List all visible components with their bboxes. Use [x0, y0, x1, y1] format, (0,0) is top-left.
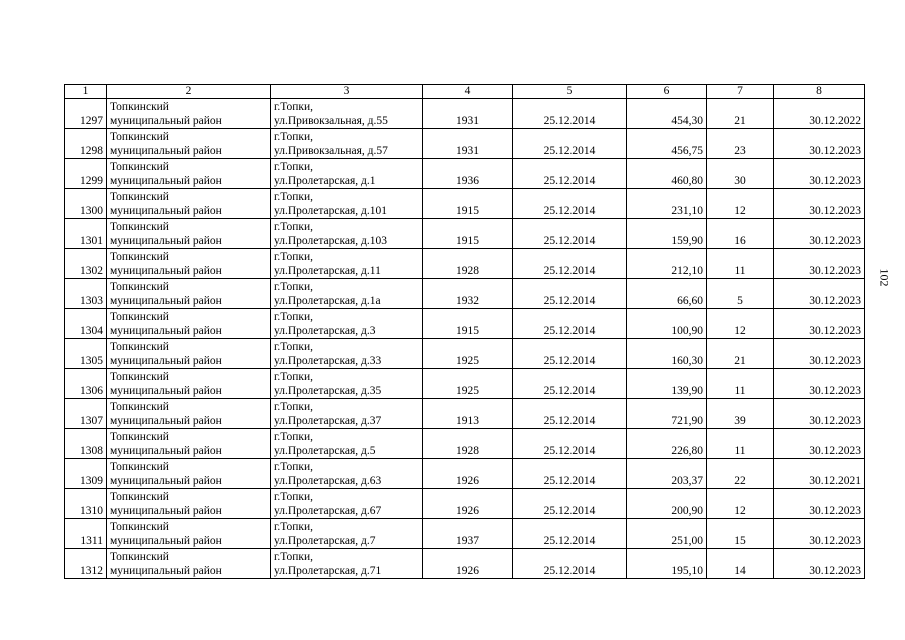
cell-address-line: ул.Пролетарская, д.37 — [274, 415, 382, 427]
cell-end-date: 30.12.2023 — [774, 519, 865, 549]
cell-municipality-line: Топкинский — [110, 161, 169, 173]
cell-municipality-line: Топкинский — [110, 371, 169, 383]
table-row — [65, 459, 865, 489]
cell-municipality — [107, 189, 271, 219]
cell-municipality-line: Топкинский — [110, 131, 169, 143]
cell-address-line: ул.Пролетарская, д.1а — [274, 295, 381, 307]
cell-municipality-line: Топкинский — [110, 431, 169, 443]
cell-municipality-line: муниципальный район — [110, 295, 222, 307]
cell-address-line: г.Топки, — [274, 221, 313, 233]
cell-row-number: 1307 — [65, 399, 107, 429]
cell-date: 25.12.2014 — [513, 129, 627, 159]
cell-address — [271, 339, 423, 369]
cell-year: 1915 — [423, 309, 513, 339]
cell-address — [271, 159, 423, 189]
cell-municipality-line: Топкинский — [110, 311, 169, 323]
cell-count: 22 — [707, 459, 774, 489]
cell-date: 25.12.2014 — [513, 279, 627, 309]
cell-municipality-line: муниципальный район — [110, 505, 222, 517]
cell-count: 11 — [707, 429, 774, 459]
cell-address — [271, 309, 423, 339]
cell-municipality — [107, 279, 271, 309]
cell-area-value: 212,10 — [627, 249, 707, 279]
table-row — [65, 489, 865, 519]
cell-count: 12 — [707, 489, 774, 519]
cell-municipality-line: муниципальный район — [110, 535, 222, 547]
cell-address-line: г.Топки, — [274, 191, 313, 203]
cell-row-number: 1306 — [65, 369, 107, 399]
cell-address-line: г.Топки, — [274, 521, 313, 533]
cell-date: 25.12.2014 — [513, 489, 627, 519]
cell-year: 1931 — [423, 99, 513, 129]
cell-municipality-line: Топкинский — [110, 341, 169, 353]
cell-address-line: г.Топки, — [274, 431, 313, 443]
cell-year: 1915 — [423, 189, 513, 219]
header-col-3: 3 — [271, 85, 423, 99]
cell-count: 16 — [707, 219, 774, 249]
cell-address-line: ул.Привокзальная, д.55 — [274, 115, 388, 127]
cell-area-value: 460,80 — [627, 159, 707, 189]
cell-area-value: 231,10 — [627, 189, 707, 219]
cell-municipality-line: муниципальный район — [110, 565, 222, 577]
cell-address-line: г.Топки, — [274, 101, 313, 113]
cell-address-line: ул.Привокзальная, д.57 — [274, 145, 388, 157]
cell-municipality-line: Топкинский — [110, 551, 169, 563]
cell-row-number: 1309 — [65, 459, 107, 489]
cell-count: 5 — [707, 279, 774, 309]
cell-address — [271, 369, 423, 399]
table-row — [65, 429, 865, 459]
cell-address — [271, 399, 423, 429]
cell-end-date: 30.12.2023 — [774, 249, 865, 279]
cell-municipality-line: муниципальный район — [110, 145, 222, 157]
header-col-6: 6 — [627, 85, 707, 99]
cell-date: 25.12.2014 — [513, 429, 627, 459]
cell-count: 14 — [707, 549, 774, 579]
cell-year: 1928 — [423, 249, 513, 279]
cell-municipality-line: муниципальный район — [110, 355, 222, 367]
cell-count: 11 — [707, 249, 774, 279]
header-col-1: 1 — [65, 85, 107, 99]
cell-end-date: 30.12.2023 — [774, 219, 865, 249]
cell-address-line: г.Топки, — [274, 161, 313, 173]
cell-municipality-line: Топкинский — [110, 101, 169, 113]
cell-year: 1925 — [423, 369, 513, 399]
table-row — [65, 519, 865, 549]
cell-area-value: 195,10 — [627, 549, 707, 579]
cell-municipality — [107, 399, 271, 429]
table-row — [65, 339, 865, 369]
cell-address-line: г.Топки, — [274, 251, 313, 263]
cell-address-line: г.Топки, — [274, 281, 313, 293]
cell-row-number: 1303 — [65, 279, 107, 309]
cell-address-line: г.Топки, — [274, 551, 313, 563]
cell-date: 25.12.2014 — [513, 219, 627, 249]
cell-municipality-line: Топкинский — [110, 251, 169, 263]
cell-end-date: 30.12.2022 — [774, 99, 865, 129]
cell-address-line: ул.Пролетарская, д.63 — [274, 475, 382, 487]
cell-date: 25.12.2014 — [513, 369, 627, 399]
cell-date: 25.12.2014 — [513, 189, 627, 219]
cell-count: 21 — [707, 339, 774, 369]
table-row — [65, 369, 865, 399]
cell-municipality — [107, 99, 271, 129]
cell-year: 1925 — [423, 339, 513, 369]
header-col-4: 4 — [423, 85, 513, 99]
cell-row-number: 1301 — [65, 219, 107, 249]
cell-address — [271, 279, 423, 309]
table-row — [65, 309, 865, 339]
cell-address-line: ул.Пролетарская, д.5 — [274, 445, 376, 457]
cell-address — [271, 249, 423, 279]
cell-date: 25.12.2014 — [513, 339, 627, 369]
cell-address-line: ул.Пролетарская, д.103 — [274, 235, 388, 247]
cell-year: 1913 — [423, 399, 513, 429]
cell-row-number: 1297 — [65, 99, 107, 129]
cell-address-line: ул.Пролетарская, д.67 — [274, 505, 382, 517]
cell-municipality-line: муниципальный район — [110, 115, 222, 127]
cell-year: 1926 — [423, 549, 513, 579]
cell-date: 25.12.2014 — [513, 99, 627, 129]
cell-address-line: г.Топки, — [274, 371, 313, 383]
cell-address-line: г.Топки, — [274, 401, 313, 413]
cell-address — [271, 549, 423, 579]
cell-address — [271, 189, 423, 219]
cell-count: 21 — [707, 99, 774, 129]
cell-date: 25.12.2014 — [513, 519, 627, 549]
table-row — [65, 399, 865, 429]
cell-municipality-line: муниципальный район — [110, 175, 222, 187]
cell-municipality-line: Топкинский — [110, 491, 169, 503]
cell-address-line: г.Топки, — [274, 341, 313, 353]
cell-municipality — [107, 549, 271, 579]
table-row — [65, 99, 865, 129]
cell-count: 30 — [707, 159, 774, 189]
cell-area-value: 226,80 — [627, 429, 707, 459]
table-row — [65, 159, 865, 189]
cell-row-number: 1302 — [65, 249, 107, 279]
cell-address-line: ул.Пролетарская, д.101 — [274, 205, 388, 217]
cell-municipality — [107, 369, 271, 399]
cell-municipality — [107, 219, 271, 249]
cell-municipality-line: муниципальный район — [110, 235, 222, 247]
cell-address — [271, 489, 423, 519]
cell-area-value: 251,00 — [627, 519, 707, 549]
cell-date: 25.12.2014 — [513, 159, 627, 189]
cell-date: 25.12.2014 — [513, 399, 627, 429]
cell-row-number: 1304 — [65, 309, 107, 339]
cell-date: 25.12.2014 — [513, 459, 627, 489]
cell-municipality — [107, 309, 271, 339]
cell-municipality-line: муниципальный район — [110, 265, 222, 277]
cell-address — [271, 129, 423, 159]
cell-address-line: г.Топки, — [274, 131, 313, 143]
cell-area-value: 456,75 — [627, 129, 707, 159]
cell-municipality-line: Топкинский — [110, 191, 169, 203]
cell-municipality-line: Топкинский — [110, 461, 169, 473]
cell-date: 25.12.2014 — [513, 249, 627, 279]
cell-year: 1915 — [423, 219, 513, 249]
cell-end-date: 30.12.2023 — [774, 129, 865, 159]
cell-address — [271, 459, 423, 489]
cell-date: 25.12.2014 — [513, 309, 627, 339]
cell-end-date: 30.12.2023 — [774, 339, 865, 369]
table-header — [65, 85, 865, 99]
cell-address-line: г.Топки, — [274, 311, 313, 323]
cell-municipality-line: Топкинский — [110, 401, 169, 413]
cell-address — [271, 429, 423, 459]
cell-row-number: 1312 — [65, 549, 107, 579]
cell-count: 12 — [707, 189, 774, 219]
cell-municipality-line: Топкинский — [110, 221, 169, 233]
cell-address-line: г.Топки, — [274, 461, 313, 473]
cell-end-date: 30.12.2023 — [774, 549, 865, 579]
cell-address-line: ул.Пролетарская, д.3 — [274, 325, 376, 337]
cell-municipality-line: Топкинский — [110, 281, 169, 293]
cell-area-value: 100,90 — [627, 309, 707, 339]
cell-address-line: ул.Пролетарская, д.7 — [274, 535, 376, 547]
cell-end-date: 30.12.2023 — [774, 429, 865, 459]
cell-row-number: 1310 — [65, 489, 107, 519]
header-col-5: 5 — [513, 85, 627, 99]
cell-address-line: ул.Пролетарская, д.11 — [274, 265, 381, 277]
cell-address — [271, 99, 423, 129]
table-body — [65, 99, 865, 579]
cell-address — [271, 219, 423, 249]
cell-end-date: 30.12.2023 — [774, 189, 865, 219]
cell-address — [271, 519, 423, 549]
cell-municipality — [107, 459, 271, 489]
cell-area-value: 66,60 — [627, 279, 707, 309]
cell-municipality — [107, 489, 271, 519]
cell-address-line: ул.Пролетарская, д.1 — [274, 175, 376, 187]
table-row — [65, 549, 865, 579]
cell-row-number: 1300 — [65, 189, 107, 219]
registry-table — [64, 84, 865, 579]
table-row — [65, 219, 865, 249]
table-row — [65, 189, 865, 219]
cell-count: 15 — [707, 519, 774, 549]
cell-municipality-line: муниципальный район — [110, 475, 222, 487]
cell-area-value: 159,90 — [627, 219, 707, 249]
table-row — [65, 249, 865, 279]
cell-area-value: 160,30 — [627, 339, 707, 369]
cell-end-date: 30.12.2023 — [774, 159, 865, 189]
cell-municipality — [107, 429, 271, 459]
cell-row-number: 1311 — [65, 519, 107, 549]
cell-end-date: 30.12.2023 — [774, 369, 865, 399]
cell-municipality-line: муниципальный район — [110, 205, 222, 217]
cell-municipality — [107, 519, 271, 549]
cell-count: 11 — [707, 369, 774, 399]
cell-end-date: 30.12.2021 — [774, 459, 865, 489]
cell-area-value: 203,37 — [627, 459, 707, 489]
cell-municipality — [107, 339, 271, 369]
header-col-8: 8 — [774, 85, 865, 99]
cell-end-date: 30.12.2023 — [774, 399, 865, 429]
cell-municipality-line: муниципальный район — [110, 415, 222, 427]
cell-count: 12 — [707, 309, 774, 339]
cell-address-line: г.Топки, — [274, 491, 313, 503]
cell-area-value: 721,90 — [627, 399, 707, 429]
cell-area-value: 139,90 — [627, 369, 707, 399]
cell-date: 25.12.2014 — [513, 549, 627, 579]
cell-row-number: 1299 — [65, 159, 107, 189]
cell-year: 1932 — [423, 279, 513, 309]
header-row — [65, 85, 865, 99]
cell-year: 1937 — [423, 519, 513, 549]
cell-end-date: 30.12.2023 — [774, 489, 865, 519]
cell-area-value: 200,90 — [627, 489, 707, 519]
cell-year: 1926 — [423, 489, 513, 519]
cell-count: 39 — [707, 399, 774, 429]
cell-row-number: 1298 — [65, 129, 107, 159]
cell-year: 1928 — [423, 429, 513, 459]
cell-row-number: 1305 — [65, 339, 107, 369]
cell-end-date: 30.12.2023 — [774, 279, 865, 309]
cell-municipality-line: муниципальный район — [110, 445, 222, 457]
table-row — [65, 129, 865, 159]
cell-address-line: ул.Пролетарская, д.33 — [274, 355, 382, 367]
page-number: 102 — [877, 268, 892, 287]
cell-area-value: 454,30 — [627, 99, 707, 129]
cell-count: 23 — [707, 129, 774, 159]
cell-address-line: ул.Пролетарская, д.71 — [274, 565, 382, 577]
cell-address-line: ул.Пролетарская, д.35 — [274, 385, 382, 397]
cell-year: 1931 — [423, 129, 513, 159]
cell-municipality — [107, 129, 271, 159]
cell-municipality-line: муниципальный район — [110, 385, 222, 397]
cell-municipality-line: Топкинский — [110, 521, 169, 533]
cell-municipality-line: муниципальный район — [110, 325, 222, 337]
header-col-7: 7 — [707, 85, 774, 99]
header-col-2: 2 — [107, 85, 271, 99]
cell-municipality — [107, 159, 271, 189]
cell-year: 1936 — [423, 159, 513, 189]
cell-municipality — [107, 249, 271, 279]
cell-year: 1926 — [423, 459, 513, 489]
cell-row-number: 1308 — [65, 429, 107, 459]
table-row — [65, 279, 865, 309]
cell-end-date: 30.12.2023 — [774, 309, 865, 339]
